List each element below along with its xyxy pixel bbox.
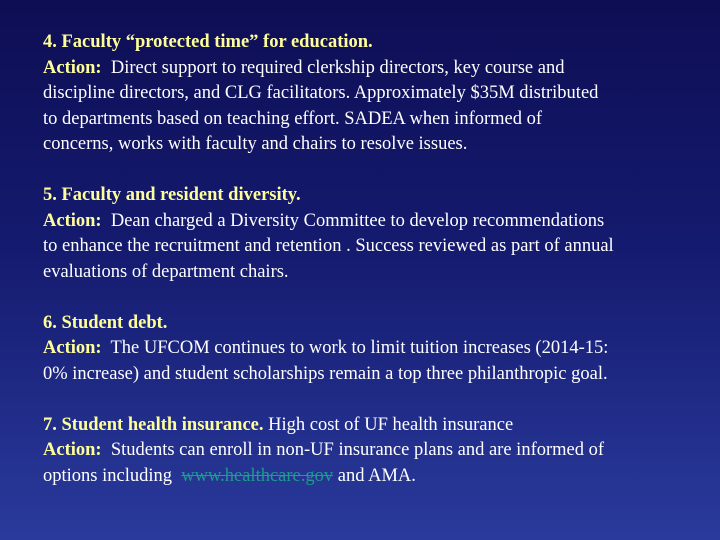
- heading-suffix: High cost of UF health insurance: [263, 414, 514, 435]
- action-text-prefix: options including: [43, 465, 182, 486]
- action-label: Action:: [43, 440, 102, 460]
- action-line: 0% increase) and student scholarships remain a top three philanthropic goal.: [43, 363, 608, 384]
- action-text: Dean charged a Diversity Committee to develop recommendations: [101, 210, 605, 231]
- healthcare-gov-link[interactable]: www.healthcare.gov: [181, 465, 334, 486]
- action-label: Action:: [43, 210, 102, 231]
- action-line: [43, 336, 703, 362]
- action-line: evaluations of department chairs.: [43, 261, 289, 282]
- action-line: to enhance the recruitment and retention . Success reviewed as part of annual: [43, 236, 614, 256]
- action-text: The UFCOM continues to work to limit tuition increases (2014-15:: [101, 338, 609, 358]
- action-line: [43, 438, 703, 464]
- slide-content: [43, 30, 703, 515]
- item-heading: 7. Student health insurance.: [43, 414, 264, 435]
- action-text-suffix: and AMA.: [333, 465, 416, 486]
- item-heading: 4. Faculty “protected time” for education.: [43, 32, 373, 52]
- item-heading-line: [43, 413, 703, 439]
- action-line: discipline directors, and CLG facilitators. Approximately $35M distributed: [43, 83, 599, 103]
- action-line: [43, 56, 703, 82]
- item-diversity: [43, 183, 703, 285]
- action-line: to departments based on teaching effort. SADEA when informed of: [43, 108, 543, 129]
- action-label: Action:: [43, 57, 102, 78]
- action-line: [43, 209, 703, 235]
- item-student-debt: [43, 311, 703, 388]
- item-heading: 5. Faculty and resident diversity.: [43, 185, 301, 205]
- action-label: Action:: [43, 338, 102, 358]
- item-faculty-protected-time: [43, 30, 703, 158]
- item-health-insurance: [43, 413, 703, 490]
- action-line: [43, 464, 703, 490]
- item-heading: 6. Student debt.: [43, 312, 168, 333]
- action-text: Direct support to required clerkship directors, key course and: [101, 57, 565, 78]
- action-text: Students can enroll in non-UF insurance plans and are informed of: [101, 440, 605, 460]
- action-line: concerns, works with faculty and chairs to resolve issues.: [43, 134, 468, 154]
